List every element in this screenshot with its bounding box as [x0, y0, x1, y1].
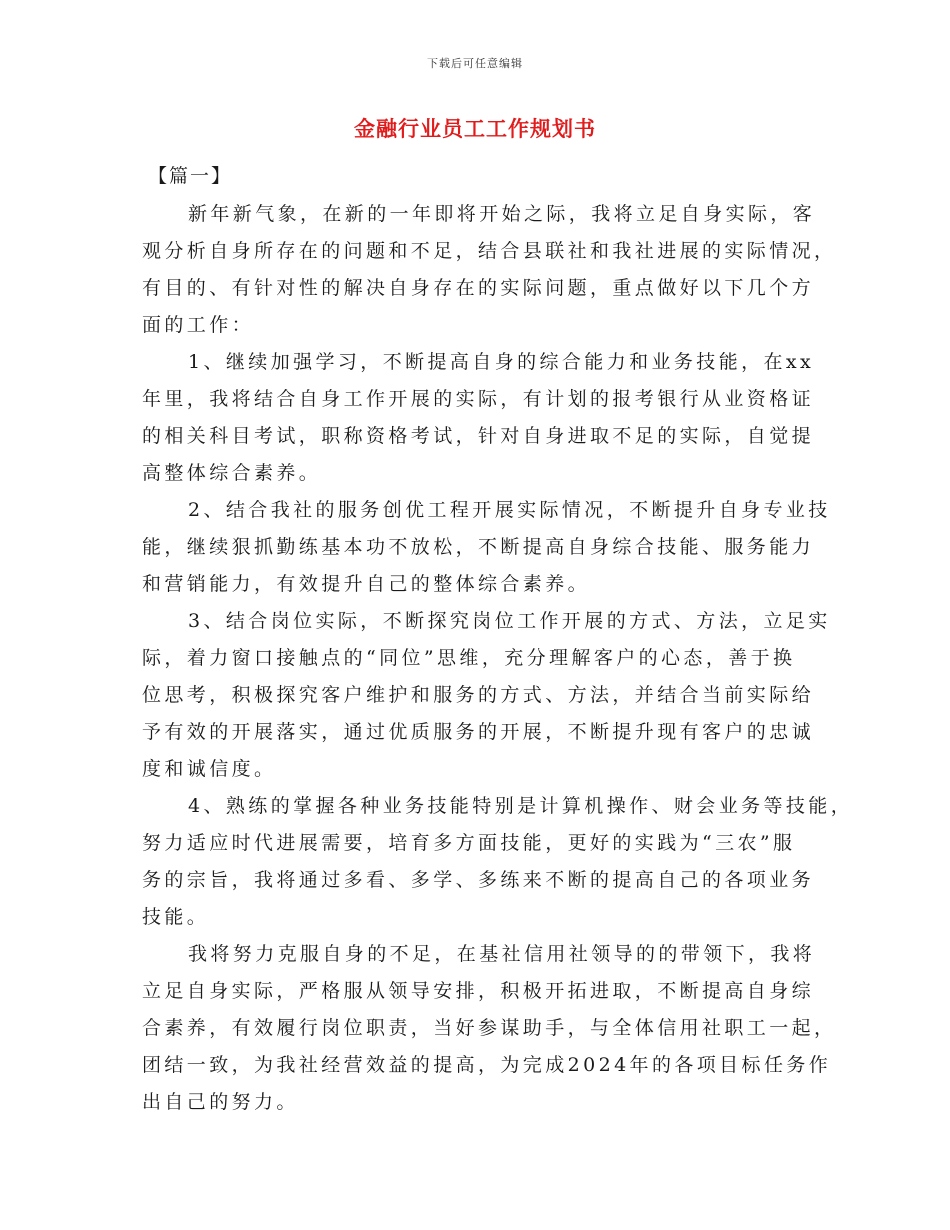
- paragraph-line: 年里，我将结合自身工作开展的实际，有计划的报考银行从业资格证: [142, 388, 815, 410]
- paragraph-line: 我将努力克服自身的不足，在基社信用社领导的的带领下，我将: [188, 943, 816, 965]
- paragraph-line: 务的宗旨，我将通过多看、多学、多练来不断的提高自己的各项业务: [142, 869, 815, 891]
- paragraph-line: 4、熟练的掌握各种业务技能特别是计算机操作、财会业务等技能，: [188, 795, 854, 817]
- paragraph-line: 际，着力窗口接触点的“同位”思维，充分理解客户的心态，善于换: [142, 647, 796, 669]
- paragraph-line: 团结一致，为我社经营效益的提高，为完成2024年的各项目标任务作: [142, 1054, 832, 1076]
- paragraph-line: 观分析自身所存在的问题和不足，结合县联社和我社进展的实际情况，: [142, 240, 837, 262]
- paragraph-line: 1、继续加强学习，不断提高自身的综合能力和业务技能，在xx: [188, 351, 815, 373]
- paragraph-line: 和营销能力，有效提升自己的整体综合素养。: [142, 573, 591, 595]
- paragraph-line: 位思考，积极探究客户维护和服务的方式、方法，并结合当前实际给: [142, 684, 815, 706]
- document-body: [142, 196, 854, 1121]
- header-note: 下载后可任意编辑: [427, 57, 523, 70]
- paragraph-line: 面的工作：: [142, 314, 255, 336]
- paragraph-line: 高整体综合素养。: [142, 462, 322, 484]
- paragraph-line: 有目的、有针对性的解决自身存在的实际问题，重点做好以下几个方: [142, 277, 815, 299]
- paragraph-line: 立足自身实际，严格服从领导安排，积极开拓进取，不断提高自身综: [142, 980, 815, 1002]
- paragraph-line: 3、结合岗位实际，不断探究岗位工作开展的方式、方法，立足实: [188, 610, 831, 632]
- paragraph-line: 努力适应时代进展需要，培育多方面技能，更好的实践为“三农”服: [142, 832, 796, 854]
- paragraph-line: 新年新气象，在新的一年即将开始之际，我将立足自身实际，客: [188, 203, 816, 225]
- paragraph-line: 技能。: [142, 906, 210, 928]
- paragraph-line: 2、结合我社的服务创优工程开展实际情况，不断提升自身专业技: [188, 499, 831, 521]
- paragraph-line: 度和诚信度。: [142, 758, 277, 780]
- paragraph-line: 合素养，有效履行岗位职责，当好参谋助手，与全体信用社职工一起，: [142, 1017, 837, 1039]
- paragraph-line: 能，继续狠抓勤练基本功不放松，不断提高自身综合技能、服务能力: [142, 536, 815, 558]
- section-label: 【篇一】: [148, 165, 233, 187]
- document-title: 金融行业员工工作规划书: [354, 116, 596, 141]
- paragraph-line: 予有效的开展落实，通过优质服务的开展，不断提升现有客户的忠诚: [142, 721, 815, 743]
- paragraph-line: 出自己的努力。: [142, 1091, 299, 1113]
- paragraph-line: 的相关科目考试，职称资格考试，针对自身进取不足的实际，自觉提: [142, 425, 815, 447]
